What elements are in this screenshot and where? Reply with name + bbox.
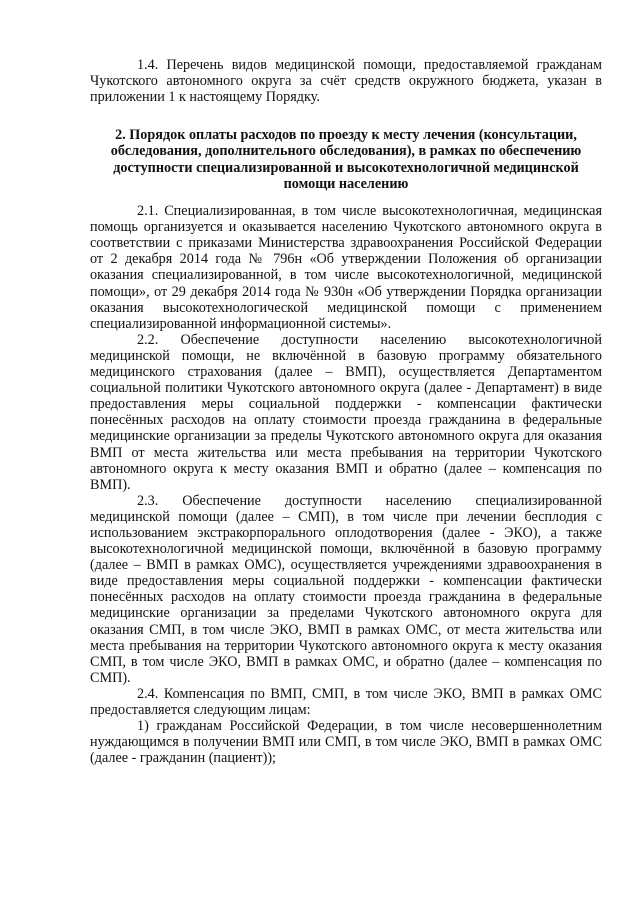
paragraph-1-4: 1.4. Перечень видов медицинской помощи, предоставляемой гражданам Чукотского автономного округа за счёт средств окружного бюджета, указан в приложении 1 к настоящему Порядку. (90, 57, 602, 106)
paragraph-2-3: 2.3. Обеспечение доступности населению специализированной медицинской помощи (далее – СМП), в том числе при лечении бесплодия с использованием экстракорпорального оплодотворения (далее - ЭКО), а также высокотехнологичной медицинской помощи, включённой в базовую программу (далее – ВМП в рамках ОМС), осуществляется учреждениями здравоохранения в виде предоставления меры социальной поддержки - компенсации фактически понесённых расходов на оплату стоимости проезда гражданина в федеральные медицинские организации за пределами Чукотского автономного округа для оказания СМП, в том числе ЭКО, ВМП в рамках ОМС, от места жительства или места пребывания на территории Чукотского автономного округа к месту оказания СМП, в том числе ЭКО, ВМП в рамках ОМС, и обратно (далее – компенсация по СМП). (90, 492, 602, 686)
paragraph-2-4: 2.4. Компенсация по ВМП, СМП, в том числе ЭКО, ВМП в рамках ОМС предоставляется следующим лицам: (90, 685, 602, 718)
paragraph-2-4-item-1: 1) гражданам Российской Федерации, в том числе несовершеннолетним нуждающимся в получении ВМП или СМП, в том числе ЭКО, ВМП в рамках ОМС (далее - гражданин (пациент)); (90, 718, 602, 767)
paragraph-2-1: 2.1. Специализированная, в том числе высокотехнологичная, медицинская помощь организуется и оказывается населению Чукотского автономного округа в соответствии с приказами Министерства здравоохранения Российской Федерации от 2 декабря 2014 года № 796н «Об утверждении Положения об организации оказания специализированной, в том числе высокотехнологичной, медицинской помощи», от 29 декабря 2014 года № 930н «Об утверждении Порядка организации оказания высокотехнологической медицинской помощи с применением специализированной информационной системы». (90, 203, 602, 332)
document-page (90, 57, 602, 766)
section-2-heading: 2. Порядок оплаты расходов по проезду к месту лечения (консультации, обследования, дополнительного обследования), в рамках по обеспечению доступности специализированной и высокотехнологичной медицинской помощи населению (110, 127, 582, 192)
paragraph-2-2: 2.2. Обеспечение доступности населению высокотехнологичной медицинской помощи, не включённой в базовую программу обязательного медицинского страхования (далее – ВМП), осуществляется Департаментом социальной политики Чукотского автономного округа (далее - Департамент) в виде предоставления меры социальной поддержки - компенсации фактически понесённых расходов на оплату стоимости проезда гражданина в федеральные медицинские организации за пределы Чукотского автономного округа для оказания ВМП от места жительства или места пребывания на территории Чукотского автономного округа к месту оказания ВМП и обратно (далее – компенсация по ВМП). (90, 331, 602, 493)
